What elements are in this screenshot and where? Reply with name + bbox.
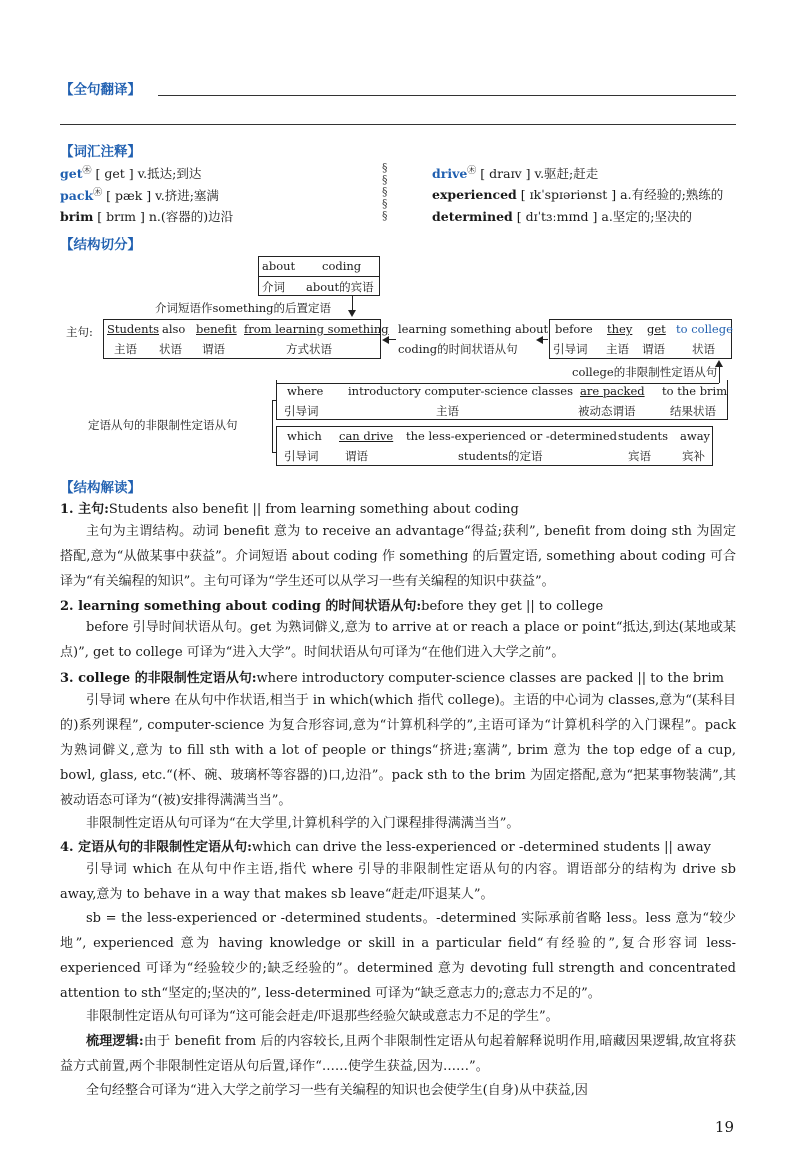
vocab-drive: [432, 163, 598, 182]
vocab-heading: 【词汇注释】: [60, 144, 141, 160]
main-word: from learning something: [244, 322, 389, 336]
rel2-role: 引导词: [284, 449, 319, 463]
section-title: 3. college 的非限制性定语从句:: [60, 671, 257, 686]
college-clause-label: college的非限制性定语从句: [572, 365, 718, 379]
time-role: 主语: [606, 342, 629, 356]
box-role: about的宾语: [306, 280, 374, 294]
vocab-word: pack: [60, 188, 94, 204]
logic-text: 由于 benefit from 后的内容较长,且两个非限制性定语从句起着解释说明作用,暗藏因果逻辑,故宜将获益方式前置,两个非限制性定语从句后置,译作“……使学生获益,因为……”。: [60, 1034, 736, 1074]
main-word: benefit: [196, 322, 237, 336]
vocab-get: [60, 163, 201, 182]
section-2-title: [60, 595, 603, 614]
vocab-phon: [ pæk ]: [106, 188, 152, 204]
time-role: 引导词: [553, 342, 588, 356]
box-word: coding: [322, 259, 362, 273]
section-sentence: which can drive the less-experienced or -determined students || away: [251, 840, 711, 855]
main-role: 方式状语: [286, 342, 332, 356]
spiral-divider: § § § § §: [382, 161, 388, 222]
vocab-def: v.挤进;塞满: [155, 188, 219, 204]
main-word: Students: [107, 322, 160, 336]
rel2-role: 谓语: [345, 449, 368, 463]
main-role: 状语: [159, 342, 182, 356]
vocab-def: v.抵达;到达: [137, 166, 202, 182]
vocab-word: determined: [432, 209, 513, 224]
rel2-role: 宾补: [682, 449, 705, 463]
section-sentence: before they get || to college: [421, 599, 604, 614]
vocab-phon: [ ɡet ]: [95, 166, 134, 182]
page-number: 19: [714, 1118, 734, 1136]
rel2-role: 宾语: [628, 449, 651, 463]
arrow-left: [382, 336, 389, 344]
arrow-up: [715, 360, 723, 367]
main-role: 主语: [114, 342, 137, 356]
vocab-word: drive: [432, 166, 468, 182]
vocab-def: a.有经验的;熟练的: [620, 187, 724, 202]
rel2-word: the less-experienced or -determined: [406, 429, 617, 443]
paragraph: 引导词 where 在从句中作状语,相当于 in which(which 指代 college)。主语的中心词为 classes,意为“(某科目的)系列课程”, computer-science 为复合形容词,意为“计算机科学的”,主语可译为“计算机科学的入门课程”。pack 为熟词僻义,意为 to fill sth with a lot of people or things“挤进;塞满”, brim 意为 the top edge of a cup, bowl, glass, etc.“(杯、碗、玻璃杯等容器的)口,边沿”。pack sth to the brim 为固定搭配,意为“把某事物装满”,其被动语态可译为“(被)安排得满满当当”。: [60, 693, 736, 808]
time-word: to college: [676, 322, 733, 336]
vocab-mark: ㊍: [82, 166, 92, 176]
paragraph: sb = the less-experienced or -determined students。-determined 实际承前省略 less。less 意为“较少地”, experienced 意为 having knowledge or skill in a particular field“有经验的”,复合形容词 less-experienced 可译为“经验较少的;缺乏经验的”。determined 意为 devoting full strength and concentrated attention to sth“坚定的;坚决的”, less-determined 可译为“缺乏意志力的;意志力不足的”。: [60, 911, 736, 1001]
vocab-def: v.驱赶;赶走: [534, 166, 599, 182]
section-4-title: [60, 836, 711, 855]
section-sentence: Students also benefit || from learning something about coding: [108, 502, 519, 517]
vocab-experienced: [432, 185, 723, 203]
rel2-word: students: [618, 429, 669, 443]
box-role: 介词: [262, 280, 285, 294]
time-word: get: [647, 322, 666, 336]
section-1-title: [60, 498, 519, 517]
rel1-role: 引导词: [284, 404, 319, 418]
vocab-def: n.(容器的)边沿: [148, 209, 234, 224]
vocab-determined: [432, 207, 692, 225]
vocab-mark: ㊍: [467, 166, 477, 176]
section-title: 4. 定语从句的非限制性定语从句:: [60, 840, 252, 855]
time-role: 状语: [692, 342, 715, 356]
vocab-brim: [60, 207, 233, 225]
rel1-word: to the brim: [662, 384, 728, 398]
paragraph: 非限制性定语从句可译为“在大学里,计算机科学的入门课程排得满满当当”。: [86, 816, 520, 831]
section-3-title: [60, 667, 724, 686]
rel2-word: which: [287, 429, 322, 443]
section-sentence: where introductory computer-science classes are packed || to the brim: [256, 671, 724, 686]
rel1-role: 被动态谓语: [578, 404, 636, 418]
rel1-word: are packed: [580, 384, 645, 398]
arrow-down: [348, 310, 356, 317]
vocab-phon: [ draɪv ]: [480, 166, 531, 182]
vocab-phon: [ brɪm ]: [97, 209, 145, 224]
analysis-heading: 【结构解读】: [60, 480, 141, 496]
vocab-word: get: [60, 166, 83, 182]
paragraph: before 引导时间状语从句。get 为熟词僻义,意为 to arrive at or reach a place or point“抵达,到达(某地或某点)”, get to college 可译为“进入大学”。时间状语从句可译为“在他们进入大学之前”。: [60, 620, 736, 660]
rel2-role: students的定语: [458, 449, 543, 463]
vocab-def: a.坚定的;坚决的: [601, 209, 693, 224]
translation-line-1: [158, 95, 736, 96]
arrow-left: [536, 336, 543, 344]
logic-label: 梳理逻辑:: [86, 1034, 144, 1049]
time-word: they: [607, 322, 633, 336]
time-word: before: [555, 322, 593, 336]
rel1-role: 结果状语: [670, 404, 716, 418]
section-title: 2. learning something about coding 的时间状语从句:: [60, 599, 422, 614]
translation-line-2: [60, 124, 736, 125]
main-role: 谓语: [202, 342, 225, 356]
vocab-mark: ㊍: [93, 188, 103, 198]
main-word: also: [162, 322, 186, 336]
rel1-word: introductory computer-science classes: [348, 384, 573, 398]
time-clause-label: learning something about: [398, 322, 549, 336]
rel1-role: 主语: [436, 404, 459, 418]
vocab-word: experienced: [432, 187, 517, 202]
vocab-phon: [ ɪkˈspɪəriənst ]: [520, 187, 617, 202]
section-title: 1. 主句:: [60, 502, 109, 517]
nested-clause-label: 定语从句的非限制性定语从句: [88, 418, 238, 432]
paragraph: 非限制性定语从句可译为“这可能会赶走/吓退那些经验欠缺或意志力不足的学生”。: [86, 1009, 559, 1024]
rel1-word: where: [287, 384, 324, 398]
prep-phrase-label: 介词短语作something的后置定语: [155, 301, 332, 315]
rel2-word: can drive: [339, 429, 394, 443]
structure-heading: 【结构切分】: [60, 237, 141, 253]
rel2-word: away: [680, 429, 711, 443]
paragraph: 主句为主谓结构。动词 benefit 意为 to receive an advantage“得益;获利”, benefit from doing sth 为固定搭配,意为“从做某事中获益”。介词短语 about coding 作 something 的后置定语, something about coding 可合译为“有关编程的知识”。主句可译为“学生还可以从学习一些有关编程的知识中获益”。: [60, 524, 736, 589]
main-clause-label: 主句:: [66, 325, 93, 339]
paragraph: 全句经整合可译为“进入大学之前学习一些有关编程的知识也会使学生(自身)从中获益,因: [86, 1083, 588, 1098]
vocab-pack: [60, 185, 219, 204]
time-clause-label: coding的时间状语从句: [398, 342, 518, 356]
logic-paragraph: [60, 1029, 736, 1079]
vocab-phon: [ dɪˈtɜːmɪnd ]: [516, 209, 598, 224]
vocab-word: brim: [60, 209, 94, 224]
time-role: 谓语: [642, 342, 665, 356]
paragraph: 引导词 which 在从句中作主语,指代 where 引导的非限制性定语从句的内容。谓语部分的结构为 drive sb away,意为 to behave in a way that makes sb leave“赶走/吓退某人”。: [60, 862, 736, 902]
box-word: about: [262, 259, 296, 273]
translation-heading: 【全句翻译】: [60, 82, 141, 98]
